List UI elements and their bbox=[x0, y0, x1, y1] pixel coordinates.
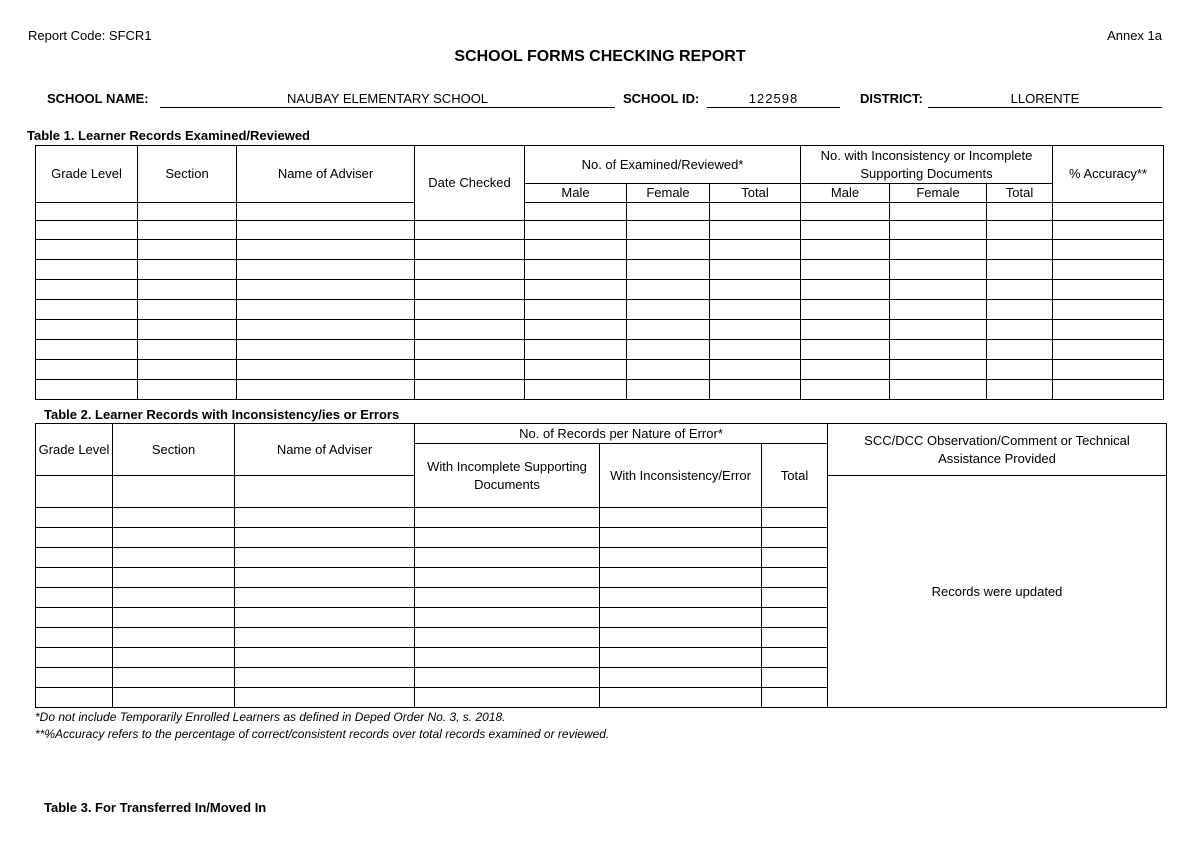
school-name-value: NAUBAY ELEMENTARY SCHOOL bbox=[160, 91, 615, 108]
table1-caption: Table 1. Learner Records Examined/Reviewed bbox=[27, 128, 310, 143]
school-id-label: SCHOOL ID: bbox=[623, 91, 700, 106]
district-value: LLORENTE bbox=[928, 91, 1162, 108]
t2-head-adviser: Name of Adviser bbox=[235, 424, 415, 476]
t1-head-male: Male bbox=[801, 184, 890, 203]
report-code: Report Code: SFCR1 bbox=[28, 28, 152, 43]
t2-head-incomplete: With Incomplete Supporting Documents bbox=[415, 444, 600, 508]
t2-observation-value: Records were updated bbox=[828, 476, 1167, 708]
table-row bbox=[36, 280, 1164, 300]
t1-head-grade-level: Grade Level bbox=[36, 146, 138, 203]
annex-label: Annex 1a bbox=[1107, 28, 1162, 43]
t2-head-observation: SCC/DCC Observation/Comment or Technical Assistance Provided bbox=[828, 424, 1167, 476]
t1-head-total: Total bbox=[710, 184, 801, 203]
table2-caption: Table 2. Learner Records with Inconsistency/ies or Errors bbox=[44, 407, 400, 422]
table-row bbox=[36, 221, 1164, 240]
table-row bbox=[36, 340, 1164, 360]
t1-head-examined: No. of Examined/Reviewed* bbox=[525, 146, 801, 184]
table-row bbox=[36, 203, 1164, 221]
t2-head-total: Total bbox=[762, 444, 828, 508]
table-row bbox=[36, 380, 1164, 400]
t1-head-female: Female bbox=[627, 184, 710, 203]
t1-head-adviser: Name of Adviser bbox=[237, 146, 415, 203]
t1-head-female: Female bbox=[890, 184, 987, 203]
table-row bbox=[36, 240, 1164, 260]
t2-head-section: Section bbox=[113, 424, 235, 476]
t2-head-inconsistency: With Inconsistency/Error bbox=[600, 444, 762, 508]
table-row bbox=[36, 320, 1164, 340]
t1-head-male: Male bbox=[525, 184, 627, 203]
footnote-2: **%Accuracy refers to the percentage of correct/consistent records over total records examined or reviewed. bbox=[35, 727, 610, 741]
t2-head-nature-of-error: No. of Records per Nature of Error* bbox=[415, 424, 828, 444]
school-id-value: 122598 bbox=[707, 91, 840, 108]
table3-caption: Table 3. For Transferred In/Moved In bbox=[44, 800, 267, 815]
table-row bbox=[36, 360, 1164, 380]
t1-head-section: Section bbox=[138, 146, 237, 203]
page-title: SCHOOL FORMS CHECKING REPORT bbox=[454, 48, 746, 65]
table2-inconsistency-records bbox=[35, 423, 1167, 708]
t2-head-grade-level: Grade Level bbox=[36, 424, 113, 476]
district-label: DISTRICT: bbox=[860, 91, 923, 106]
table1-learner-records bbox=[35, 145, 1164, 400]
t1-head-date-checked: Date Checked bbox=[415, 146, 525, 221]
school-name-label: SCHOOL NAME: bbox=[47, 91, 149, 106]
t1-head-inconsistency: No. with Inconsistency or Incomplete Supporting Documents bbox=[801, 146, 1053, 184]
table-row bbox=[36, 300, 1164, 320]
t1-head-accuracy: % Accuracy** bbox=[1053, 146, 1164, 203]
footnote-1: *Do not include Temporarily Enrolled Learners as defined in Deped Order No. 3, s. 2018. bbox=[35, 710, 506, 724]
table-row bbox=[36, 260, 1164, 280]
t1-head-total: Total bbox=[987, 184, 1053, 203]
